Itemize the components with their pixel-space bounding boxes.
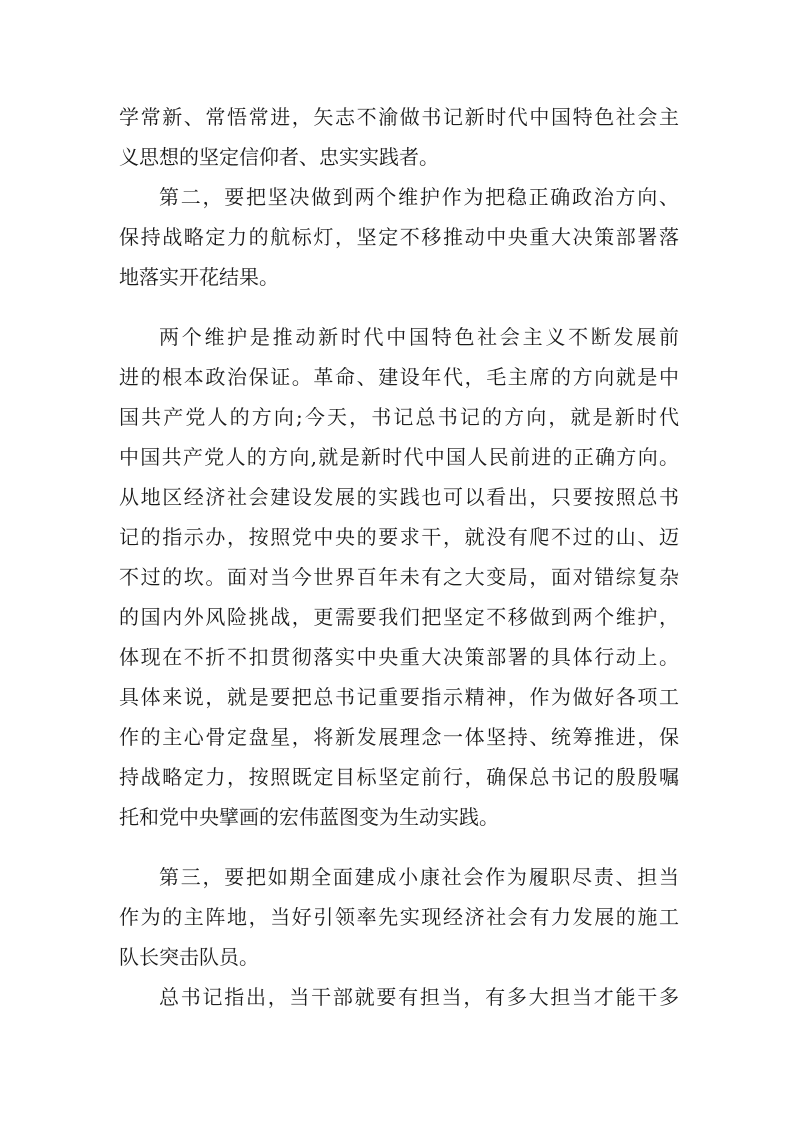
text-line: 国共产党人的方向;今天，书记总书记的方向，就是新时代	[119, 405, 679, 429]
text-line: 作的主心骨定盘星，将新发展理念一体坚持、统筹推进，保	[119, 725, 679, 749]
paragraph-first-line: 第二，要把坚决做到两个维护作为把稳正确政治方向、	[159, 185, 679, 209]
text-line: 具体来说，就是要把总书记重要指示精神，作为做好各项工	[119, 685, 679, 709]
text-line: 进的根本政治保证。革命、建设年代，毛主席的方向就是中	[119, 365, 679, 389]
paragraph-first-line: 总书记指出，当干部就要有担当，有多大担当才能干多	[159, 985, 679, 1009]
text-line: 托和党中央擘画的宏伟蓝图变为生动实践。	[119, 805, 499, 829]
text-line: 学常新、常悟常进，矢志不渝做书记新时代中国特色社会主	[119, 105, 679, 129]
text-line: 队长突击队员。	[119, 945, 259, 969]
text-line: 的国内外风险挑战，更需要我们把坚定不移做到两个维护，	[119, 605, 679, 629]
text-line: 从地区经济社会建设发展的实践也可以看出，只要按照总书	[119, 485, 679, 509]
text-line: 体现在不折不扣贯彻落实中央重大决策部署的具体行动上。	[119, 645, 679, 669]
text-line: 地落实开花结果。	[119, 265, 279, 289]
text-line: 义思想的坚定信仰者、忠实实践者。	[119, 145, 439, 169]
text-line: 持战略定力，按照既定目标坚定前行，确保总书记的殷殷嘱	[119, 765, 679, 789]
paragraph-first-line: 两个维护是推动新时代中国特色社会主义不断发展前	[159, 325, 679, 349]
text-line: 作为的主阵地，当好引领率先实现经济社会有力发展的施工	[119, 905, 679, 929]
text-line: 中国共产党人的方向,就是新时代中国人民前进的正确方向。	[119, 445, 679, 469]
text-line: 不过的坎。面对当今世界百年未有之大变局，面对错综复杂	[119, 565, 679, 589]
text-line: 保持战略定力的航标灯，坚定不移推动中央重大决策部署落	[119, 225, 679, 249]
paragraph-first-line: 第三，要把如期全面建成小康社会作为履职尽责、担当	[159, 865, 679, 889]
text-line: 记的指示办，按照党中央的要求干，就没有爬不过的山、迈	[119, 525, 679, 549]
